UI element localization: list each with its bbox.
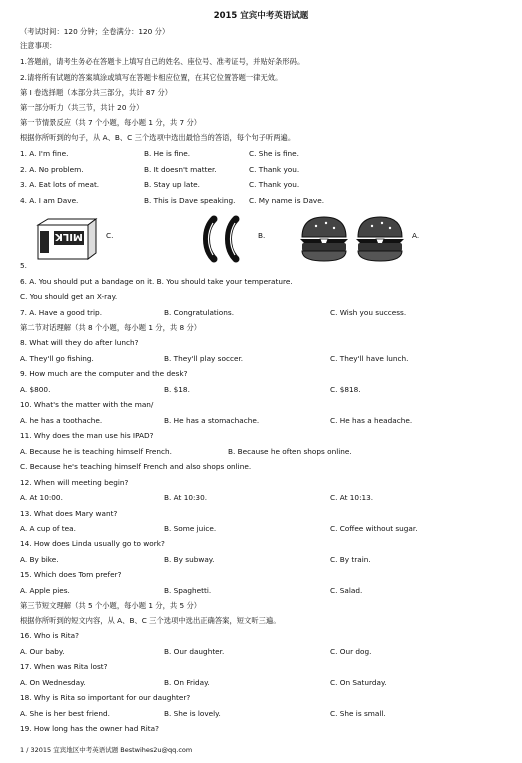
note-1: 1.答题前，请考生务必在答题卡上填写自己的姓名、座位号、准考证号，并贴好条形码。 bbox=[20, 57, 305, 66]
question-9-stem: 9. How much are the computer and the desk? bbox=[20, 369, 188, 378]
question-14-options bbox=[20, 554, 510, 565]
option-a: 2. A. No problem. bbox=[20, 165, 84, 174]
section-1-instructions: 根据你所听到的句子，从 A、B、C 三个选项中选出最恰当的答语，每个句子听两遍。 bbox=[20, 133, 296, 142]
section-3-instructions: 根据你所听到的短文内容，从 A、B、C 三个选项中选出正确答案，短文听三遍。 bbox=[20, 616, 281, 625]
option-a: 1. A. I'm fine. bbox=[20, 149, 69, 158]
option-b: B. She is lovely. bbox=[164, 709, 221, 718]
question-10-stem: 10. What's the matter with the man/ bbox=[20, 400, 154, 409]
option-a: A. $800. bbox=[20, 385, 51, 394]
option-b-label: B. bbox=[258, 231, 266, 240]
option-a: A. She is her best friend. bbox=[20, 709, 110, 718]
option-b: B. Some juice. bbox=[164, 524, 217, 533]
question-15-stem: 15. Which does Tom prefer? bbox=[20, 570, 122, 579]
option-a: A. A cup of tea. bbox=[20, 524, 76, 533]
option-a: A. On Wednesday. bbox=[20, 678, 86, 687]
option-c: C. Our dog. bbox=[330, 647, 372, 656]
question-11-stem: 11. Why does the man use his IPAD? bbox=[20, 431, 154, 440]
option-b: B. At 10:30. bbox=[164, 493, 208, 502]
option-b: B. It doesn't matter. bbox=[144, 165, 217, 174]
option-b: B. Because he often shops online. bbox=[228, 447, 352, 456]
question-2 bbox=[20, 164, 510, 175]
note-2: 2.请将所有试题的答案填涂或填写在答题卡相应位置，在其它位置答题一律无效。 bbox=[20, 73, 283, 82]
question-11-options-ab bbox=[20, 446, 510, 457]
option-a: 3. A. Eat lots of meat. bbox=[20, 180, 100, 189]
listening-heading: 第一部分听力（共三节，共计 20 分） bbox=[20, 103, 144, 112]
question-5-number: 5. bbox=[20, 261, 27, 270]
exam-info: （考试时间：120 分钟；全卷满分：120 分） bbox=[20, 27, 170, 36]
section-2-heading: 第二节对话理解（共 8 个小题，每小题 1 分，共 8 分） bbox=[20, 323, 202, 332]
question-6-line-2: C. You should get an X-ray. bbox=[20, 292, 118, 301]
question-16-options bbox=[20, 646, 510, 657]
question-16-stem: 16. Who is Rita? bbox=[20, 631, 79, 640]
question-7 bbox=[20, 307, 510, 318]
option-a: A. Because he is teaching himself French. bbox=[20, 447, 172, 456]
question-12-options bbox=[20, 492, 510, 503]
section-3-heading: 第三节短文理解（共 5 个小题，每小题 1 分，共 5 分） bbox=[20, 601, 202, 610]
question-11-option-c: C. Because he's teaching himself French and also shops online. bbox=[20, 462, 252, 471]
question-10-options bbox=[20, 415, 510, 426]
option-a: A. he has a toothache. bbox=[20, 416, 103, 425]
page-footer: 1 / 32015 宜宾地区中考英语试题 Bestwihes2u@qq.com bbox=[20, 746, 193, 754]
option-b: B. Stay up late. bbox=[144, 180, 200, 189]
option-c: C. Wish you success. bbox=[330, 308, 407, 317]
section-1-heading: 第一节情景反应（共 7 个小题，每小题 1 分，共 7 分） bbox=[20, 118, 202, 127]
question-1 bbox=[20, 148, 510, 159]
sausage-icon bbox=[200, 215, 252, 263]
option-c: C. Coffee without sugar. bbox=[330, 524, 418, 533]
option-a: A. At 10:00. bbox=[20, 493, 63, 502]
option-c: C. My name is Dave. bbox=[249, 196, 325, 205]
option-b: B. $18. bbox=[164, 385, 190, 394]
question-15-options bbox=[20, 585, 510, 596]
question-13-stem: 13. What does Mary want? bbox=[20, 509, 118, 518]
question-8-options bbox=[20, 353, 510, 364]
option-c: C. On Saturday. bbox=[330, 678, 387, 687]
option-b: B. This is Dave speaking. bbox=[144, 196, 236, 205]
option-c: C. They'll have lunch. bbox=[330, 354, 409, 363]
option-a: 7. A. Have a good trip. bbox=[20, 308, 103, 317]
option-c-label: C. bbox=[106, 231, 114, 240]
option-a: A. By bike. bbox=[20, 555, 59, 564]
notes-heading: 注意事项： bbox=[20, 41, 57, 50]
question-6-line-1: 6. A. You should put a bandage on it. B. You should take your temperature. bbox=[20, 277, 293, 286]
question-8-stem: 8. What will they do after lunch? bbox=[20, 338, 139, 347]
option-a: A. Apple pies. bbox=[20, 586, 70, 595]
option-b: B. He is fine. bbox=[144, 149, 191, 158]
option-c: C. She is small. bbox=[330, 709, 386, 718]
question-18-stem: 18. Why is Rita so important for our daughter? bbox=[20, 693, 191, 702]
option-c: C. He has a headache. bbox=[330, 416, 413, 425]
question-17-options bbox=[20, 677, 510, 688]
option-b: B. Our daughter. bbox=[164, 647, 225, 656]
question-14-stem: 14. How does Linda usually go to work? bbox=[20, 539, 165, 548]
milk-carton-icon bbox=[34, 217, 100, 263]
option-a: 4. A. I am Dave. bbox=[20, 196, 79, 205]
hamburger-icon bbox=[298, 213, 408, 265]
page-title: 2015 宜宾中考英语试题 bbox=[213, 11, 309, 21]
question-18-options bbox=[20, 708, 510, 719]
option-b: B. Congratulations. bbox=[164, 308, 235, 317]
option-a: A. Our baby. bbox=[20, 647, 65, 656]
option-c: C. She is fine. bbox=[249, 149, 299, 158]
option-c: C. Thank you. bbox=[249, 165, 300, 174]
question-5-pictures bbox=[20, 213, 510, 265]
part-1-heading: 第 I 卷选择题（本部分共三部分，共计 87 分） bbox=[20, 88, 173, 97]
question-3 bbox=[20, 179, 510, 190]
option-b: B. They'll play soccer. bbox=[164, 354, 244, 363]
question-17-stem: 17. When was Rita lost? bbox=[20, 662, 108, 671]
milk-label: MILK bbox=[55, 231, 83, 242]
question-12-stem: 12. When will meeting begin? bbox=[20, 478, 129, 487]
option-c: C. Salad. bbox=[330, 586, 363, 595]
option-a-label: A. bbox=[412, 231, 420, 240]
option-c: C. Thank you. bbox=[249, 180, 300, 189]
option-c: C. By train. bbox=[330, 555, 371, 564]
option-b: B. He has a stomachache. bbox=[164, 416, 260, 425]
question-13-options bbox=[20, 523, 510, 534]
option-b: B. Spaghetti. bbox=[164, 586, 212, 595]
option-c: C. At 10:13. bbox=[330, 493, 374, 502]
option-a: A. They'll go fishing. bbox=[20, 354, 94, 363]
question-4 bbox=[20, 195, 510, 206]
option-c: C. $818. bbox=[330, 385, 361, 394]
question-9-options bbox=[20, 384, 510, 395]
question-19-stem: 19. How long has the owner had Rita? bbox=[20, 724, 159, 733]
option-b: B. By subway. bbox=[164, 555, 215, 564]
option-b: B. On Friday. bbox=[164, 678, 210, 687]
